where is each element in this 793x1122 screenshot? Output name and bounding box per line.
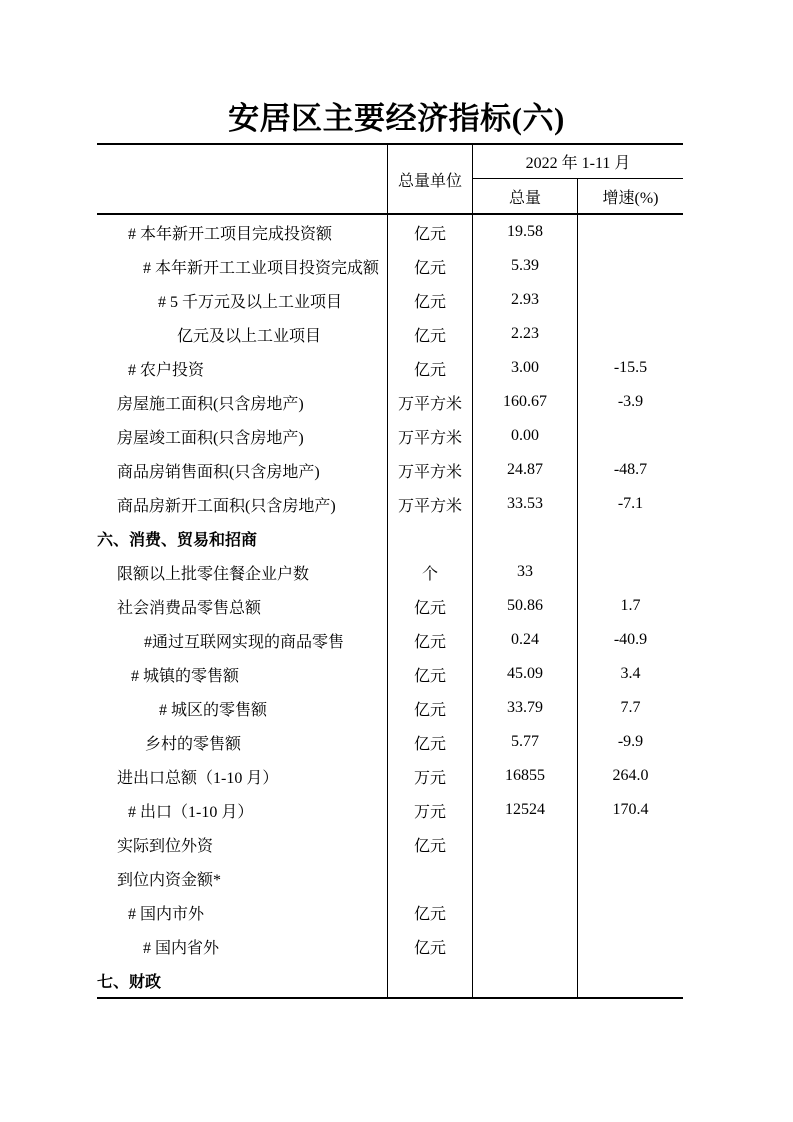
table-body [97,215,683,997]
section-header-row [97,521,683,555]
table-row [97,861,683,895]
total-value: 24.87 [473,453,578,487]
unit-value [388,521,473,555]
total-value: 50.86 [473,589,578,623]
table-row [97,317,683,351]
table-row [97,725,683,759]
unit-value [388,861,473,895]
growth-value [578,555,683,589]
total-value: 33 [473,555,578,589]
total-value: 33.53 [473,487,578,521]
indicator-label: 乡村的零售额 [97,725,388,759]
total-value: 160.67 [473,385,578,419]
total-value: 45.09 [473,657,578,691]
unit-value: 万平方米 [388,385,473,419]
indicator-label: # 国内省外 [97,929,388,963]
table-row [97,555,683,589]
indicator-label: 房屋竣工面积(只含房地产) [97,419,388,453]
header-unit-cell: 总量单位 [388,145,473,213]
header-period-cell: 2022 年 1-11 月 [473,145,683,179]
section-header-row [97,963,683,997]
indicator-label: 限额以上批零住餐企业户数 [97,555,388,589]
unit-value: 万元 [388,793,473,827]
growth-value: 7.7 [620,699,641,716]
growth-value: -9.9 [617,733,644,750]
total-value: 0.24 [473,623,578,657]
table-row [97,453,683,487]
unit-value: 万平方米 [388,487,473,521]
unit-value: 亿元 [388,215,473,249]
indicator-label: # 农户投资 [97,351,388,385]
table-row [97,623,683,657]
header-total-cell: 总量 [473,179,578,213]
growth-value [578,419,683,453]
table-row [97,215,683,249]
unit-value: 万平方米 [388,453,473,487]
indicator-label: # 城镇的零售额 [97,657,388,691]
table-row [97,249,683,283]
table-row [97,793,683,827]
unit-value: 亿元 [388,589,473,623]
indicator-label: 实际到位外资 [97,827,388,861]
growth-value: 170.4 [612,801,649,818]
growth-value [578,283,683,317]
table-row [97,487,683,521]
total-value: 3.00 [473,351,578,385]
table-row [97,827,683,861]
indicator-label: 进出口总额（1-10 月） [97,759,388,793]
growth-value [578,317,683,351]
total-value: 2.93 [473,283,578,317]
unit-value: 亿元 [388,929,473,963]
unit-value: 亿元 [388,249,473,283]
growth-value [578,963,683,997]
unit-value: 万元 [388,759,473,793]
growth-value: 1.7 [620,597,641,614]
total-value [473,963,578,997]
growth-value [578,861,683,895]
header-subrow [473,179,683,213]
growth-value: -3.9 [617,393,644,410]
section-label: 七、财政 [97,963,388,997]
growth-value: -48.7 [613,461,648,478]
unit-value: 亿元 [388,691,473,725]
unit-value: 亿元 [388,657,473,691]
total-value [473,895,578,929]
growth-value: 3.4 [620,665,641,682]
indicator-label: 社会消费品零售总额 [97,589,388,623]
unit-value: 亿元 [388,827,473,861]
table-row [97,589,683,623]
indicators-table [97,143,683,999]
indicator-label: # 本年新开工项目完成投资额 [97,215,388,249]
total-value: 2.23 [473,317,578,351]
growth-value [578,521,683,555]
indicator-label: 亿元及以上工业项目 [97,317,388,351]
growth-value [578,929,683,963]
growth-value [578,895,683,929]
indicator-label: 商品房新开工面积(只含房地产) [97,487,388,521]
growth-value: 264.0 [612,767,649,784]
growth-value [578,215,683,249]
table-row [97,283,683,317]
total-value: 12524 [473,793,578,827]
header-growth-cell: 增速(%) [602,189,659,207]
header-period-group [473,145,683,213]
unit-value [388,963,473,997]
indicator-label: 商品房销售面积(只含房地产) [97,453,388,487]
indicator-label: 到位内资金额* [97,861,388,895]
total-value: 5.77 [473,725,578,759]
total-value [473,929,578,963]
page-title: 安居区主要经济指标(六) [228,101,565,136]
indicator-label: 房屋施工面积(只含房地产) [97,385,388,419]
total-value: 16855 [473,759,578,793]
unit-value: 亿元 [388,351,473,385]
unit-value: 亿元 [388,895,473,929]
table-row [97,657,683,691]
header-indicator-cell [97,145,388,213]
unit-value: 亿元 [388,623,473,657]
growth-value [578,827,683,861]
table-header [97,145,683,215]
indicator-label: #通过互联网实现的商品零售 [97,623,388,657]
table-row [97,759,683,793]
growth-value: -7.1 [617,495,644,512]
total-value [473,827,578,861]
indicator-label: # 出口（1-10 月） [97,793,388,827]
total-value: 33.79 [473,691,578,725]
growth-value: -40.9 [613,631,648,648]
table-row [97,691,683,725]
indicator-label: # 5 千万元及以上工业项目 [97,283,388,317]
indicator-label: # 城区的零售额 [97,691,388,725]
table-row [97,895,683,929]
total-value [473,521,578,555]
growth-value: -15.5 [613,359,648,376]
indicator-label: # 本年新开工工业项目投资完成额 [97,249,388,283]
unit-value: 个 [388,555,473,589]
table-row [97,385,683,419]
unit-value: 万平方米 [388,419,473,453]
indicator-label: # 国内市外 [97,895,388,929]
table-row [97,929,683,963]
unit-value: 亿元 [388,283,473,317]
total-value: 0.00 [473,419,578,453]
total-value: 5.39 [473,249,578,283]
table-row [97,419,683,453]
unit-value: 亿元 [388,725,473,759]
section-label: 六、消费、贸易和招商 [97,521,388,555]
unit-value: 亿元 [388,317,473,351]
total-value [473,861,578,895]
total-value: 19.58 [473,215,578,249]
table-row [97,351,683,385]
growth-value [578,249,683,283]
